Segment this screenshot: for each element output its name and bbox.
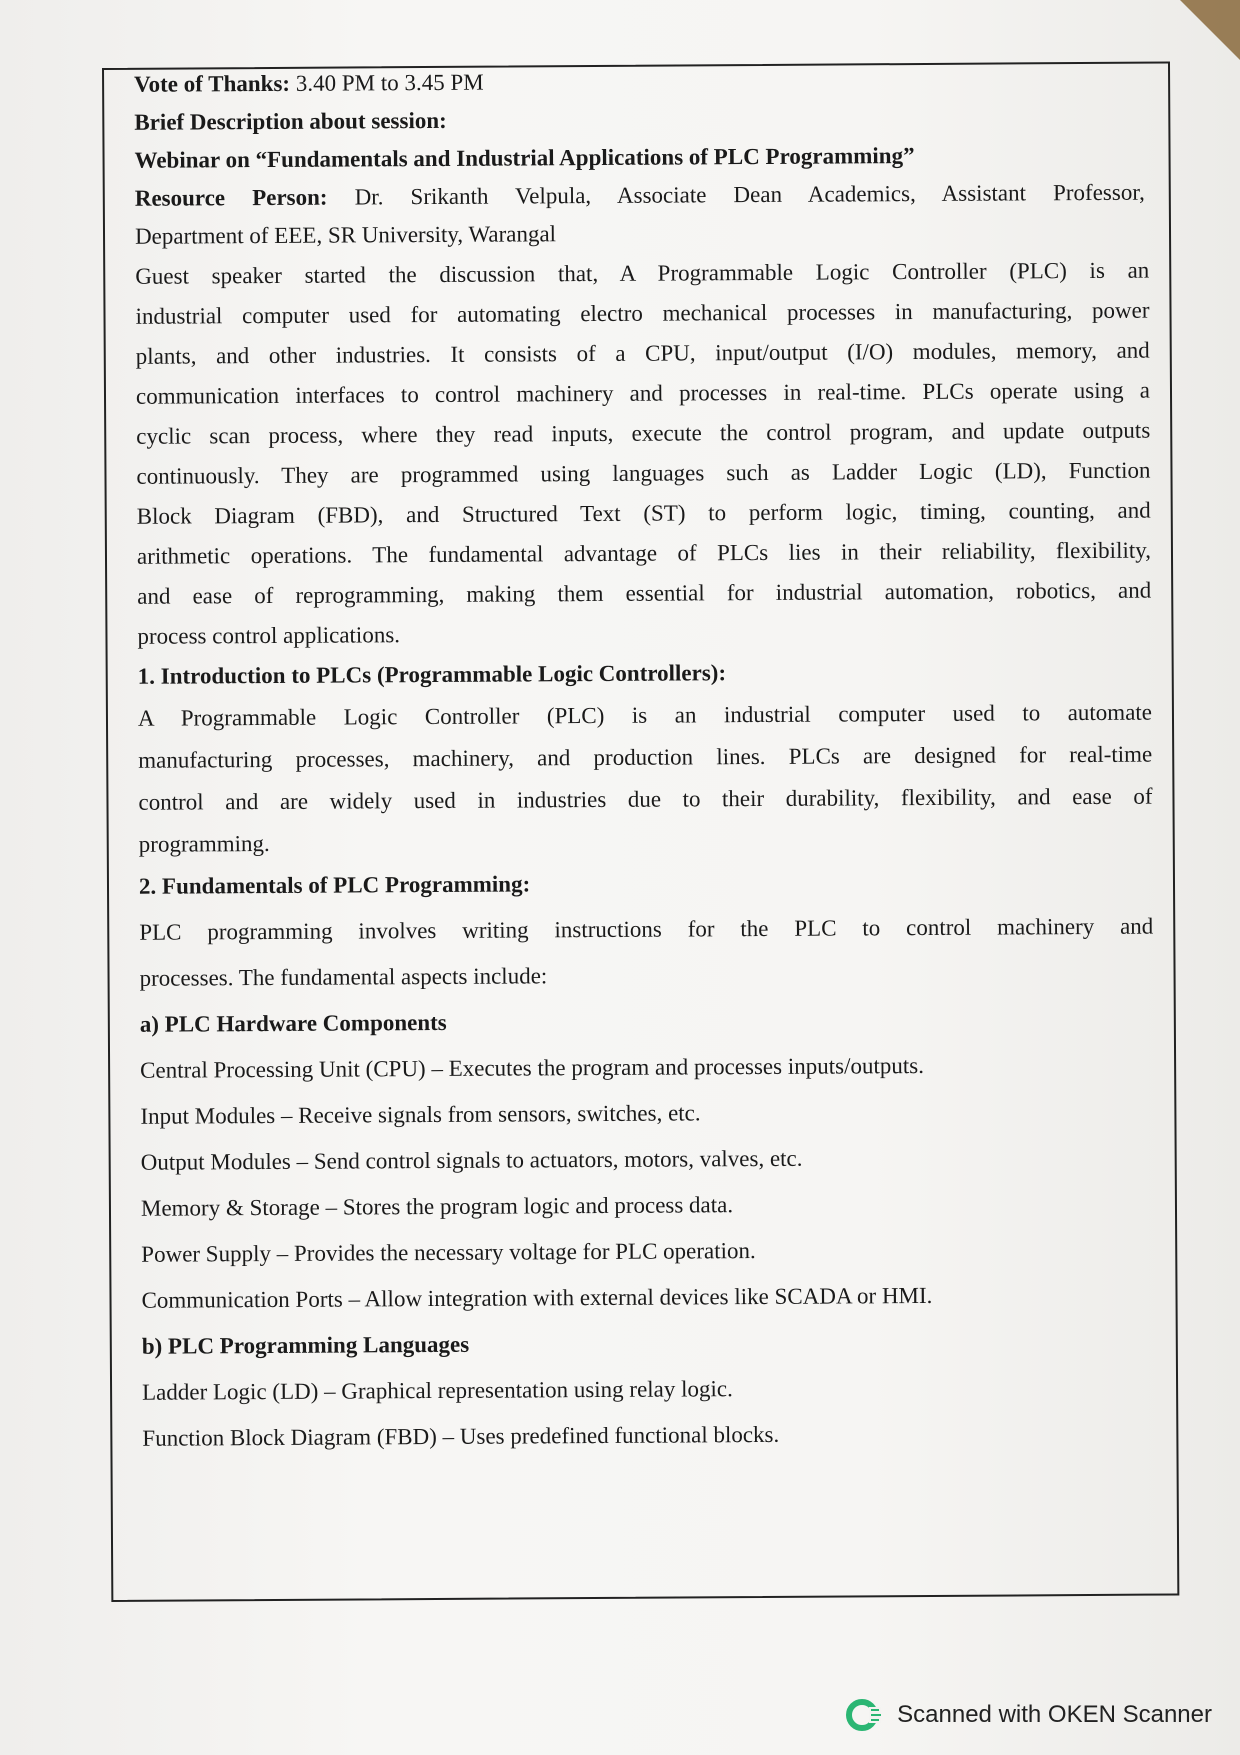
- vote-of-thanks-line: [134, 64, 1148, 100]
- resource-department: Department of EEE, SR University, Warangal: [134, 221, 557, 249]
- intro-line-7: Block Diagram (FBD), and Structured Text (ST) to perform logic, timing, counting, and: [136, 497, 1151, 529]
- oken-scanner-icon: [845, 1696, 883, 1734]
- webinar-title: Webinar on “Fundamentals and Industrial Applications of PLC Programming”: [134, 143, 915, 173]
- vote-time: 3.40 PM to 3.45 PM: [289, 69, 484, 96]
- scanner-text: Scanned with OKEN Scanner: [897, 1701, 1212, 1728]
- intro-line-5: cyclic scan process, where they read inputs, execute the control program, and update outputs: [136, 417, 1151, 449]
- section-1-line-1: A Programmable Logic Controller (PLC) is an industrial computer used to automate: [137, 699, 1153, 731]
- hardware-item-input: Input Modules – Receive signals from sensors, switches, etc.: [140, 1100, 701, 1129]
- section-1-line-2: manufacturing processes, machinery, and production lines. PLCs are designed for real-time: [138, 741, 1153, 773]
- hardware-heading: a) PLC Hardware Components: [139, 1009, 447, 1037]
- section-2-line-1: PLC programming involves writing instructions for the PLC to control machinery and: [139, 913, 1154, 945]
- section-1-line-4: programming.: [138, 830, 270, 857]
- hardware-item-communication: Communication Ports – Allow integration with external devices like SCADA or HMI.: [141, 1282, 933, 1313]
- hardware-item-cpu: Central Processing Unit (CPU) – Executes the program and processes inputs/outputs.: [140, 1052, 924, 1083]
- intro-line-9: and ease of reprogramming, making them essential for industrial automation, robotics, and: [137, 577, 1152, 609]
- intro-line-2: industrial computer used for automating electro mechanical processes in manufacturing, power: [135, 297, 1150, 329]
- resource-label: Resource Person:: [134, 184, 328, 211]
- language-item-ladder: Ladder Logic (LD) – Graphical representation using relay logic.: [142, 1376, 733, 1405]
- resource-person-line: [135, 178, 1145, 214]
- intro-line-4: communication interfaces to control machinery and processes in real-time. PLCs operate using a: [135, 377, 1151, 409]
- section-1-line-3: control and are widely used in industries due to their durability, flexibility, and ease of: [138, 783, 1153, 815]
- resource-details: Dr. Srikanth Velpula, Associate Dean Academics, Assistant Professor,: [327, 179, 1145, 210]
- page-corner-fold: [1180, 0, 1240, 60]
- intro-line-8: arithmetic operations. The fundamental advantage of PLCs lies in their reliability, flexibility,: [136, 537, 1152, 569]
- language-item-fbd: Function Block Diagram (FBD) – Uses predefined functional blocks.: [142, 1421, 780, 1451]
- hardware-item-memory: Memory & Storage – Stores the program logic and process data.: [140, 1192, 734, 1221]
- scanner-watermark: [845, 1696, 1212, 1734]
- intro-line-10: process control applications.: [137, 622, 401, 649]
- intro-line-3: plants, and other industries. It consists of a CPU, input/output (I/O) modules, memory, and: [135, 337, 1150, 369]
- brief-description-heading: Brief Description about session:: [134, 107, 447, 135]
- section-1-heading: 1. Introduction to PLCs (Programmable Logic Controllers):: [137, 660, 727, 689]
- document-frame: [102, 61, 1179, 1601]
- languages-heading: b) PLC Programming Languages: [141, 1331, 470, 1359]
- intro-line-1: Guest speaker started the discussion that, A Programmable Logic Controller (PLC) is an: [135, 257, 1150, 289]
- intro-line-6: continuously. They are programmed using languages such as Ladder Logic (LD), Function: [136, 457, 1151, 489]
- section-2-heading: 2. Fundamentals of PLC Programming:: [138, 871, 531, 899]
- hardware-item-output: Output Modules – Send control signals to actuators, motors, valves, etc.: [140, 1145, 803, 1175]
- section-2-line-2: processes. The fundamental aspects include:: [139, 963, 548, 991]
- hardware-item-power: Power Supply – Provides the necessary voltage for PLC operation.: [141, 1238, 756, 1267]
- vote-label: Vote of Thanks:: [134, 70, 291, 97]
